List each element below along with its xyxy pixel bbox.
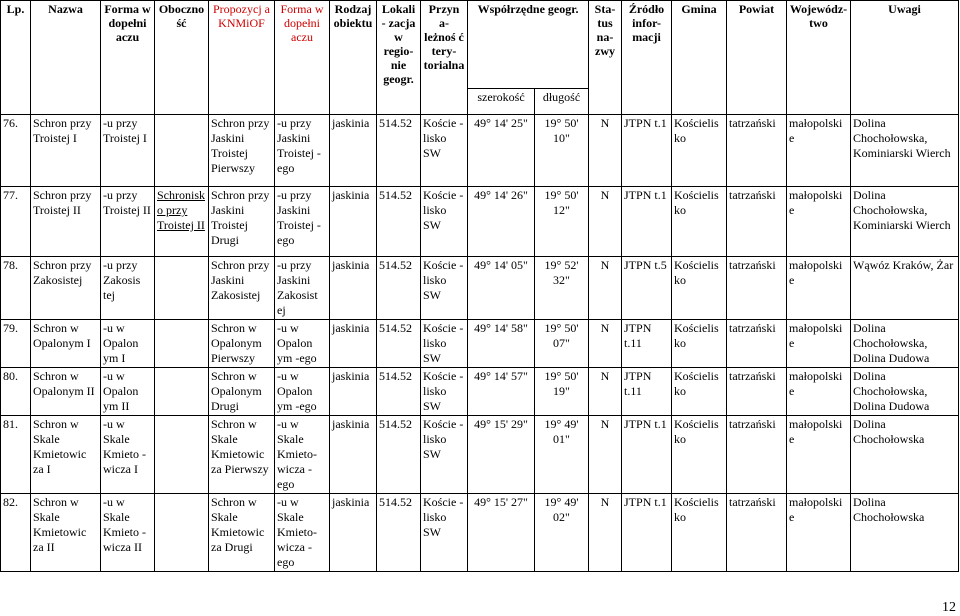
cell-lokalizacja: 514.52	[377, 368, 421, 416]
header-powiat: Powiat	[727, 1, 787, 115]
cell-szerokosc: 49° 14' 57"	[468, 368, 535, 416]
header-lokalizacja: Lokali - zacja w regio- nie geogr.	[377, 1, 421, 115]
cell-lp: 81.	[1, 416, 31, 494]
cell-uwagi: Dolina Chochołowska, Dolina Dudowa	[851, 368, 959, 416]
cell-lp: 79.	[1, 320, 31, 368]
cell-powiat: tatrzański	[727, 187, 787, 257]
cell-powiat: tatrzański	[727, 320, 787, 368]
header-szerokosc: szerokość	[468, 89, 535, 115]
cell-gmina: Kościelis ko	[672, 320, 727, 368]
cell-lokalizacja: 514.52	[377, 320, 421, 368]
cell-oboczno	[155, 320, 209, 368]
page-number: 12	[942, 600, 956, 615]
cell-propozycja: Schron przy Jaskini Zakosistej	[209, 257, 275, 320]
table-row	[1, 368, 959, 416]
cell-oboczno	[155, 416, 209, 494]
cell-nazwa: Schron przy Troistej I	[31, 115, 101, 187]
table-row	[1, 494, 959, 572]
header-forma: Forma w dopełni aczu	[101, 1, 155, 115]
cell-dlugosc: 19° 52' 32"	[535, 257, 589, 320]
cell-propozycja: Schron w Opalonym Drugi	[209, 368, 275, 416]
header-zrodlo: Źródło infor- macji	[622, 1, 672, 115]
cell-wojewodztwo: małopolski e	[787, 494, 851, 572]
cell-przynaleznosc: Koście -lisko SW	[421, 416, 468, 494]
cell-zrodlo: JTPN t.11	[622, 368, 672, 416]
cell-lp: 77.	[1, 187, 31, 257]
cell-forma: -u przy Zakosis tej	[101, 257, 155, 320]
cell-forma: -u w Opalon ym I	[101, 320, 155, 368]
cell-szerokosc: 49° 15' 27"	[468, 494, 535, 572]
cell-powiat: tatrzański	[727, 416, 787, 494]
cell-oboczno	[155, 257, 209, 320]
cell-wojewodztwo: małopolski e	[787, 368, 851, 416]
cell-oboczno	[155, 368, 209, 416]
cell-uwagi: Wąwóz Kraków, Żar	[851, 257, 959, 320]
cell-wojewodztwo: małopolski e	[787, 320, 851, 368]
header-wojewodztwo: Wojewódz- two	[787, 1, 851, 115]
header-nazwa: Nazwa	[31, 1, 101, 115]
cell-oboczno: Schronisk o przy Troistej II	[155, 187, 209, 257]
cell-oboczno	[155, 494, 209, 572]
header-gmina: Gmina	[672, 1, 727, 115]
cell-nazwa: Schron w Skale Kmietowic za I	[31, 416, 101, 494]
cell-gmina: Kościelis ko	[672, 187, 727, 257]
header-wspolrzedne: Współrzędne geogr.	[468, 1, 589, 89]
cell-rodzaj: jaskinia	[330, 494, 377, 572]
cell-forma: -u przy Troistej I	[101, 115, 155, 187]
cell-nazwa: Schron przy Troistej II	[31, 187, 101, 257]
cell-lp: 80.	[1, 368, 31, 416]
cell-powiat: tatrzański	[727, 115, 787, 187]
cell-dlugosc: 19° 49' 02"	[535, 494, 589, 572]
cell-lp: 76.	[1, 115, 31, 187]
cell-status: N	[589, 115, 622, 187]
cell-status: N	[589, 494, 622, 572]
cell-nazwa: Schron w Opalonym I	[31, 320, 101, 368]
table-row	[1, 320, 959, 368]
cell-powiat: tatrzański	[727, 257, 787, 320]
cell-szerokosc: 49° 15' 29"	[468, 416, 535, 494]
header-rodzaj: Rodzaj obiektu	[330, 1, 377, 115]
cell-rodzaj: jaskinia	[330, 257, 377, 320]
cell-gmina: Kościelis ko	[672, 257, 727, 320]
cell-uwagi: Dolina Chochołowska, Dolina Dudowa	[851, 320, 959, 368]
cell-status: N	[589, 416, 622, 494]
table-row	[1, 416, 959, 494]
cell-propozycja: Schron w Opalonym Pierwszy	[209, 320, 275, 368]
cell-forma: -u w Skale Kmieto -wicza I	[101, 416, 155, 494]
cell-rodzaj: jaskinia	[330, 115, 377, 187]
table-row	[1, 257, 959, 320]
cell-nazwa: Schron w Skale Kmietowic za II	[31, 494, 101, 572]
cell-lokalizacja: 514.52	[377, 257, 421, 320]
cell-przynaleznosc: Koście -lisko SW	[421, 320, 468, 368]
cell-szerokosc: 49° 14' 25"	[468, 115, 535, 187]
cell-forma-propozycji: -u przy Jaskini Troistej -ego	[275, 187, 330, 257]
cell-uwagi: Dolina Chochołowska	[851, 494, 959, 572]
cell-lokalizacja: 514.52	[377, 494, 421, 572]
cell-forma-propozycji: -u przy Jaskini Troistej -ego	[275, 115, 330, 187]
cell-gmina: Kościelis ko	[672, 368, 727, 416]
cell-zrodlo: JTPN t.1	[622, 187, 672, 257]
cell-dlugosc: 19° 49' 01"	[535, 416, 589, 494]
cell-status: N	[589, 368, 622, 416]
cell-lokalizacja: 514.52	[377, 115, 421, 187]
cell-zrodlo: JTPN t.1	[622, 416, 672, 494]
header-lp: Lp.	[1, 1, 31, 115]
cell-status: N	[589, 257, 622, 320]
cell-rodzaj: jaskinia	[330, 187, 377, 257]
cell-dlugosc: 19° 50' 12"	[535, 187, 589, 257]
cell-gmina: Kościelis ko	[672, 416, 727, 494]
cell-forma-propozycji: -u w Opalon ym -ego	[275, 368, 330, 416]
cell-lokalizacja: 514.52	[377, 187, 421, 257]
cell-dlugosc: 19° 50' 07"	[535, 320, 589, 368]
cell-dlugosc: 19° 50' 10"	[535, 115, 589, 187]
cell-forma-propozycji: -u przy Jaskini Zakosist ej	[275, 257, 330, 320]
cell-dlugosc: 19° 50' 19"	[535, 368, 589, 416]
cell-uwagi: Dolina Chochołowska, Kominiarski Wierch	[851, 115, 959, 187]
cell-szerokosc: 49° 14' 26"	[468, 187, 535, 257]
cell-wojewodztwo: małopolski e	[787, 187, 851, 257]
cell-propozycja: Schron w Skale Kmietowic za Drugi	[209, 494, 275, 572]
header-row	[1, 1, 959, 89]
cell-przynaleznosc: Koście -lisko SW	[421, 257, 468, 320]
cell-forma-propozycji: -u w Skale Kmieto- wicza -ego	[275, 416, 330, 494]
cell-szerokosc: 49° 14' 05"	[468, 257, 535, 320]
table-row	[1, 187, 959, 257]
cell-uwagi: Dolina Chochołowska, Kominiarski Wierch	[851, 187, 959, 257]
cell-wojewodztwo: małopolski e	[787, 115, 851, 187]
cell-status: N	[589, 320, 622, 368]
cell-rodzaj: jaskinia	[330, 368, 377, 416]
cell-przynaleznosc: Koście -lisko SW	[421, 368, 468, 416]
cell-powiat: tatrzański	[727, 368, 787, 416]
cell-zrodlo: JTPN t.5	[622, 257, 672, 320]
header-uwagi: Uwagi	[851, 1, 959, 115]
cell-lokalizacja: 514.52	[377, 416, 421, 494]
cell-lp: 82.	[1, 494, 31, 572]
cell-przynaleznosc: Koście -lisko SW	[421, 187, 468, 257]
header-dlugosc: długość	[535, 89, 589, 115]
cell-oboczno	[155, 115, 209, 187]
header-propozycja: Propozycj a KNMiOF	[209, 1, 275, 115]
cell-uwagi: Dolina Chochołowska	[851, 416, 959, 494]
cell-zrodlo: JTPN t.11	[622, 320, 672, 368]
cell-forma: -u przy Troistej II	[101, 187, 155, 257]
cell-propozycja: Schron w Skale Kmietowic za Pierwszy	[209, 416, 275, 494]
cell-rodzaj: jaskinia	[330, 320, 377, 368]
header-forma-propozycji: Forma w dopełni aczu	[275, 1, 330, 115]
cell-nazwa: Schron przy Zakosistej	[31, 257, 101, 320]
cell-status: N	[589, 187, 622, 257]
cell-rodzaj: jaskinia	[330, 416, 377, 494]
cell-propozycja: Schron przy Jaskini Troistej Drugi	[209, 187, 275, 257]
cell-wojewodztwo: małopolski e	[787, 257, 851, 320]
cell-przynaleznosc: Koście -lisko SW	[421, 115, 468, 187]
header-oboczno: Oboczno ść	[155, 1, 209, 115]
cell-szerokosc: 49° 14' 58"	[468, 320, 535, 368]
cell-przynaleznosc: Koście -lisko SW	[421, 494, 468, 572]
cell-wojewodztwo: małopolski e	[787, 416, 851, 494]
header-przynaleznosc: Przyn a- leżnoś ć tery- torialna	[421, 1, 468, 115]
cell-forma: -u w Skale Kmieto -wicza II	[101, 494, 155, 572]
cell-zrodlo: JTPN t.1	[622, 115, 672, 187]
cell-forma-propozycji: -u w Opalon ym -ego	[275, 320, 330, 368]
cell-zrodlo: JTPN t.1	[622, 494, 672, 572]
cell-lp: 78.	[1, 257, 31, 320]
header-status: Sta- tus na- zwy	[589, 1, 622, 115]
cell-gmina: Kościelis ko	[672, 494, 727, 572]
cell-powiat: tatrzański	[727, 494, 787, 572]
cell-forma-propozycji: -u w Skale Kmieto- wicza -ego	[275, 494, 330, 572]
cell-forma: -u w Opalon ym II	[101, 368, 155, 416]
table-row	[1, 115, 959, 187]
cell-gmina: Kościelis ko	[672, 115, 727, 187]
cell-nazwa: Schron w Opalonym II	[31, 368, 101, 416]
cell-propozycja: Schron przy Jaskini Troistej Pierwszy	[209, 115, 275, 187]
